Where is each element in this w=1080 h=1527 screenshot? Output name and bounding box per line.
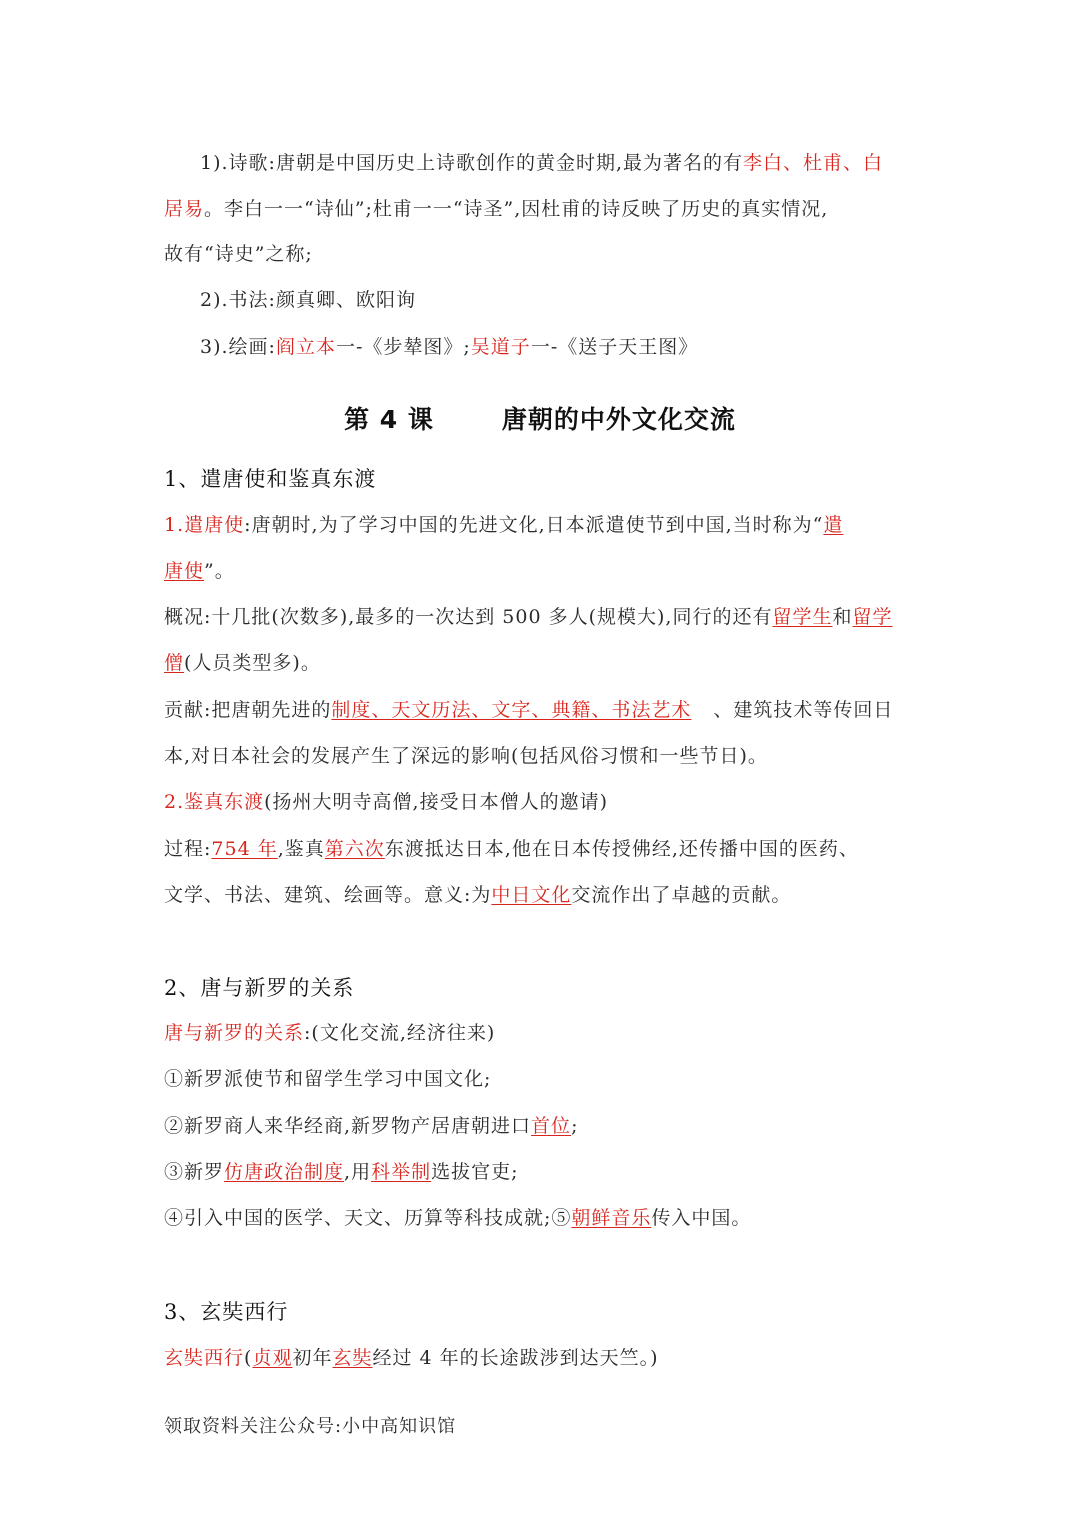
envoy-line-2: 唐使”。 (164, 560, 235, 582)
contribution-line-1: 贡献:把唐朝先进的制度、天文历法、文字、典籍、书法艺术 、建筑技术等传回日 (164, 699, 894, 721)
poetry-line-2: 居易。李白一一“诗仙”;杜甫一一“诗圣”,因杜甫的诗反映了历史的真实情况, (164, 198, 829, 220)
lesson-number: 第 4 课 (344, 405, 434, 434)
artist-yan-liben: 阎立本 (275, 336, 336, 358)
xuanzang-name: 玄奘 (332, 1347, 373, 1369)
section-1-heading: 1、遣唐使和鉴真东渡 (164, 467, 377, 491)
imperial-exam: 科举制 (371, 1161, 432, 1183)
xuanzang-line: 玄奘西行(贞观初年玄奘经过 4 年的长途跋涉到达天竺。) (164, 1347, 659, 1369)
section-3-heading: 3、玄奘西行 (164, 1300, 289, 1324)
silla-point-1: ①新罗派使节和留学生学习中国文化; (164, 1068, 492, 1090)
poet-bai-juyi: 居易 (164, 198, 205, 220)
jianzhen-line: 2.鉴真东渡(扬州大明寺高僧,接受日本僧人的邀请) (164, 791, 609, 813)
overview-line-2: 僧(人员类型多)。 (164, 652, 321, 674)
envoy-term-cont: 唐使 (164, 560, 205, 582)
calligraphy-line: 2).书法:颜真卿、欧阳询 (200, 289, 416, 311)
silla-point-3: ③新罗仿唐政治制度,用科举制选拔官吏; (164, 1161, 519, 1183)
silla-point-4: ④引入中国的医学、天文、历算等科技成就;⑤朝鲜音乐传入中国。 (164, 1207, 752, 1229)
envoy-term: 遣 (823, 514, 844, 536)
envoy-label: 1.遣唐使 (164, 514, 245, 536)
lesson-name: 唐朝的中外文化交流 (501, 405, 736, 434)
sino-japanese-culture: 中日文化 (491, 884, 572, 906)
painting-line: 3).绘画:阎立本一-《步辇图》;吴道子一-《送子天王图》 (200, 336, 699, 358)
lesson-title (0, 400, 1080, 436)
sixth-voyage: 第六次 (324, 838, 385, 860)
xuanzang-label: 玄奘西行 (164, 1347, 245, 1369)
overview-line-1: 概况:十几批(次数多),最多的一次达到 500 多人(规模大),同行的还有留学生和留学 (164, 606, 893, 628)
contribution-items: 制度、天文历法、文字、典籍、书法艺术 (331, 699, 692, 721)
process-line-2: 文学、书法、建筑、绘画等。意义:为中日文化交流作出了卓越的贡献。 (164, 884, 792, 906)
artist-wu-daozi: 吴道子 (470, 336, 531, 358)
contribution-line-2: 本,对日本社会的发展产生了深远的影响(包括风俗习惯和一些节日)。 (164, 745, 768, 767)
poetry-line-1: 1).诗歌:唐朝是中国历史上诗歌创作的黄金时期,最为著名的有李白、杜甫、白 (200, 152, 883, 174)
term-monks: 留学 (852, 606, 893, 628)
first-place: 首位 (531, 1115, 572, 1137)
era-zhenguan: 贞观 (252, 1347, 293, 1369)
year-754: 754 年 (211, 838, 278, 860)
section-2-heading: 2、唐与新罗的关系 (164, 976, 355, 1000)
silla-relation-line: 唐与新罗的关系:(文化交流,经济往来) (164, 1022, 496, 1044)
silla-label: 唐与新罗的关系 (164, 1022, 305, 1044)
term-monks-cont: 僧 (164, 652, 185, 674)
tang-political-system: 仿唐政治制度 (224, 1161, 345, 1183)
jianzhen-label: 2.鉴真东渡 (164, 791, 265, 813)
process-line-1: 过程:754 年,鉴真第六次东渡抵达日本,他在日本传授佛经,还传播中国的医药、 (164, 838, 859, 860)
poets-names: 李白、杜甫、白 (742, 152, 883, 174)
footer-note: 领取资料关注公众号:小中高知识馆 (164, 1416, 457, 1437)
term-students: 留学生 (772, 606, 833, 628)
korean-music: 朝鲜音乐 (571, 1207, 652, 1229)
silla-point-2: ②新罗商人来华经商,新罗物产居唐朝进口首位; (164, 1115, 579, 1137)
envoy-line-1: 1.遣唐使:唐朝时,为了学习中国的先进文化,日本派遣使节到中国,当时称为“遣 (164, 514, 844, 536)
poetry-line-3: 故有“诗史”之称; (164, 243, 313, 265)
